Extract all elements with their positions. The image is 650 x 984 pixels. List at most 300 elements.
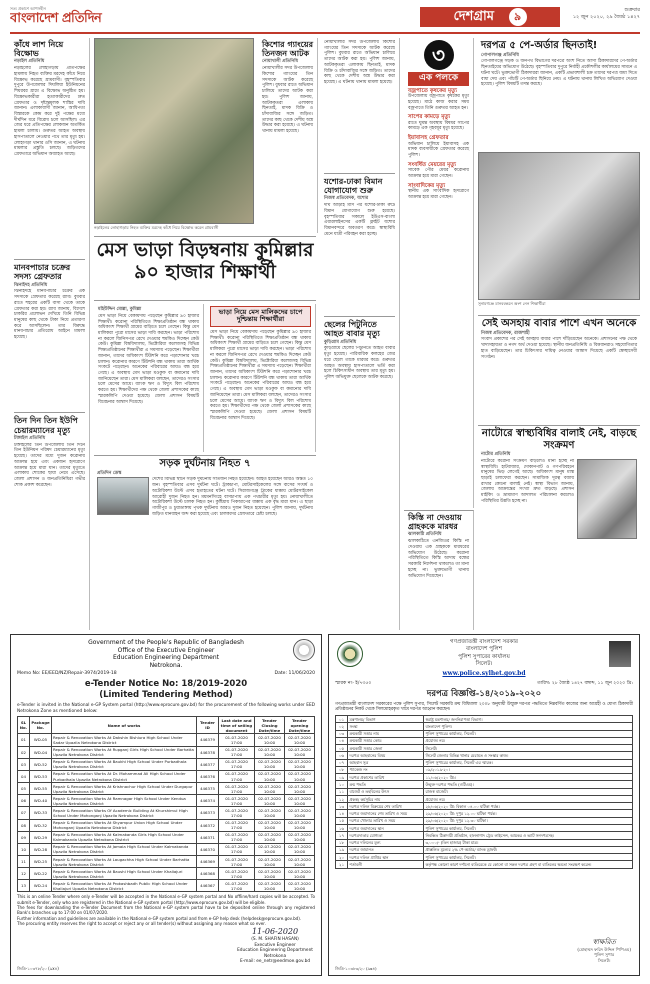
table-cell: WD-32	[30, 819, 52, 831]
table-cell: 12	[18, 868, 30, 880]
table-cell: 02-07-2020 10:00	[285, 795, 315, 807]
table-cell: মন্ত্রণালয়/ বিভাগ	[348, 716, 424, 723]
table-cell: 01-07-2020 17:00	[219, 843, 255, 855]
table-cell: WD-25	[30, 856, 52, 868]
table-cell: সিলেট জেলার বিভিন্ন থানার মেরামত ও সংস্কার কাজ।	[424, 752, 633, 759]
story-manob-byline: ঝিনাইদহ প্রতিনিধি	[14, 282, 48, 288]
table-cell: 01-07-2020 17:00	[219, 819, 255, 831]
story-mess-byline: মহিউদ্দিন মোল্লা, কুমিল্লা	[98, 307, 142, 312]
table-cell: 01-07-2020 17:00	[219, 770, 255, 782]
story-kishor-body: নোয়াখালীর সদর উপজেলায় কিশোর গ্যাংয়ের তিন সদস্যকে আটক করেছে পুলিশ। বুধবার রাতে অভিযান চালিয়ে তাদের আটক করা হয়। পুলিশ জানায়, আটককৃতরা এলাকায় ছিনতাই, মাদক বিক্রি ও চাঁদাবাজির সঙ্গে জড়িত। তাদের কাছ থেকে দেশীয় অস্ত্র উদ্ধার করা হয়েছে। এ ঘটনায় থানায় মামলা হয়েছে।	[262, 66, 313, 135]
story-dorpotro-headline[interactable]: দরপত্র ৫ পে-অর্ডার ছিনতাই!	[481, 40, 598, 51]
section-title: দেশগ্রাম	[453, 9, 494, 24]
tender-date: Date: 11/06/2020	[274, 671, 315, 676]
ek-poloke-item-title[interactable]: ইয়াবাসহ গ্রেফতার	[408, 135, 449, 142]
police-memo-row	[335, 681, 633, 687]
table-cell: Repair & Renovation Works At Ramnagar High School Under Kendua Upazila Netrokona District	[52, 795, 197, 807]
ek-poloke-item-title[interactable]: সাপের কামড়ে মৃত্যু	[408, 114, 451, 121]
table-row	[336, 817, 633, 824]
masthead	[10, 4, 640, 34]
table-cell: 02-07-2020 10:00	[255, 746, 285, 758]
table-cell: 02-07-2020 10:00	[285, 783, 315, 795]
police-gov-line: বাংলাদেশ পুলিশ	[465, 646, 503, 653]
table-cell: WD-29	[30, 831, 52, 843]
human-chain-photo[interactable]	[478, 152, 640, 300]
table-cell: দরপত্র জামানত	[348, 846, 424, 853]
story-dorpotro-byline: গোপালগঞ্জ প্রতিনিধি	[481, 52, 519, 58]
story-mess-body: মেস ভাড়া নিয়ে বেকায়দায় পড়েছেন কুমিল্লার ৯০ হাজার শিক্ষার্থী। করোনা পরিস্থিতিতে শিক্ষাপ্রতিষ্ঠান বন্ধ থাকায় অধিকাংশ শিক্ষার্থী গ্রামের বাড়িতে চলে গেছেন। কিন্তু মেস মালিকরা পুরো মাসের ভাড়া দাবি করছেন। ভাড়া পরিশোধ না করলে জিনিসপত্র রেখে দেওয়ার হুমকিও দিচ্ছেন কেউ কেউ। কুমিল্লা বিশ্ববিদ্যালয়, ভিক্টোরিয়া কলেজসহ বিভিন্ন শিক্ষাপ্রতিষ্ঠানের শিক্ষার্থীরা এ সমস্যায় পড়েছেন। শিক্ষার্থীরা জানান, তাদের অধিকাংশ টিউশনি করে পড়াশোনার খরচ চালান। করোনার কারণে টিউশনি বন্ধ থাকায় তারা আর্থিক সংকটে পড়েছেন। অনেকের পরিবারের আয়ও বন্ধ হয়ে গেছে। এ অবস্থায় মেস ভাড়া মওকুফ বা কমানোর দাবি জানিয়েছেন তারা। মেস মালিকরা বলছেন, তাদেরও সংসার চলে মেসের আয়ে। ব্যাংক ঋণ ও বিদ্যুৎ বিল পরিশোধ করতে হয়। শিক্ষার্থীদের পক্ষ থেকে জেলা প্রশাসকের কাছে স্মারকলিপি দেওয়া হয়েছে। জেলা প্রশাসন বিষয়টি বিবেচনার আশ্বাস দিয়েছে।	[98, 313, 199, 405]
story-bimaan-body: দীর্ঘ আড়াই মাস পর যশোর-ঢাকা রুটে বিমান যোগাযোগ শুরু হয়েছে। বৃহস্পতিবার সকালে ইউএস-বাংলা এয়ারলাইনসের একটি ফ্লাইট যশোর বিমানবন্দরে অবতরণ করে। স্বাস্থ্যবিধি মেনে যাত্রী পরিবহন করা হচ্ছে।	[324, 203, 395, 237]
table-cell: ০৪	[336, 737, 348, 744]
tender-ref: জিডি-১০৩৭৮/২০ (৯x৪)	[17, 965, 59, 971]
table-cell: 02-07-2020 10:00	[285, 770, 315, 782]
table-row	[336, 745, 633, 752]
police-intro: গণপ্রজাতন্ত্রী বাংলাদেশ সরকারের পক্ষে পুলিশ সুপার, সিলেট সরকারি ক্রয় বিধিমালা ২০০৮ অনুযায়ী উন্মুক্ত দরপত্র পদ্ধতিতে নিম্নবর্ণিত কাজের জন্য আগ্রহী ও যোগ্য ঠিকাদারী প্রতিষ্ঠানের নিকট থেকে সিলমোহরকৃত খামে দরপত্র আহ্বান করছেন।	[335, 701, 633, 713]
table-cell: ২৮/০৬/২০২০ খ্রি: বিকাল ০৪.০০ ঘটিকা পর্যন্ত।	[424, 803, 633, 810]
tender-signature	[237, 927, 313, 965]
table-cell: 09	[18, 831, 30, 843]
story-tindin-byline: টাঙ্গাইল প্রতিনিধি	[14, 435, 46, 441]
table-cell: শর্তাবলী	[348, 861, 424, 868]
story-tindin-headline[interactable]: তিন দিন তিন ইউপি চেয়ারম্যানের মৃত্যু	[14, 416, 78, 435]
story-manob-headline[interactable]: মানবপাচার চক্রের সদস্য গ্রেফতার	[14, 263, 71, 282]
table-cell: বাংলাদেশ পুলিশ।	[424, 723, 633, 730]
table-row	[336, 774, 633, 781]
accident-car-icon	[97, 477, 149, 515]
story-kishti-body: ঝালকাঠিতে এনজিওর কিস্তি না দেওয়ায় এক গ্রাহককে মারধরের অভিযোগ উঠেছে। করোনা পরিস্থিতিতে কিস্তি আদায় বন্ধের সরকারি নির্দেশনা থাকলেও তা মানা হচ্ছে না। ভুক্তভোগী থানায় অভিযোগ দিয়েছেন।	[408, 539, 469, 579]
osohay-block	[478, 315, 640, 423]
table-cell: Repair & Renovation Works At Rupganj Girls High School Under Barhatta Upazila Netrokona District	[52, 746, 197, 758]
ek-poloke-item-title[interactable]: সংবর্ধিত মেয়রের মৃত্যু	[408, 161, 457, 168]
police-gov-line: সিলেট।	[475, 660, 493, 667]
table-cell: বাজেট ও তহবিলের উৎস	[348, 788, 424, 795]
story-kishti-headline[interactable]: কিস্তি না দেওয়ায় গ্রাহককে মারধর	[408, 513, 462, 532]
story-kishor-byline: নোয়াখালী প্রতিনিধি	[262, 59, 299, 65]
table-cell: 02-07-2020 10:00	[285, 819, 315, 831]
table-cell: ০৩	[336, 730, 348, 737]
story-nator-body: নাটোরে করোনা সংক্রমণ বাড়লেও মানা হচ্ছে না স্বাস্থ্যবিধি। হাটবাজার, দোকানপাট ও গণপরিবহনে মানুষের ভিড় লেগেই আছে। অধিকাংশ মানুষ মাস্ক ছাড়াই চলাফেরা করছেন। সামাজিক দূরত্ব বজায় রাখার কোনো বালাই নেই। স্বাস্থ্য বিভাগ জানায়, জেলায় আক্রান্তের সংখ্যা দ্রুত বাড়ছে। প্রশাসন মাইকিং ও ভ্রাম্যমাণ আদালত পরিচালনা করলেও পরিস্থিতির উন্নতি হচ্ছে না।	[481, 458, 574, 504]
table-cell: WD-52	[30, 758, 52, 770]
story-nator-byline: নাটোর প্রতিনিধি	[481, 452, 511, 457]
right-photo-caption: সুনামগঞ্জে মানববন্ধনে অংশ নেন শিক্ষার্থীরা	[478, 301, 546, 306]
portrait-photo	[609, 641, 631, 667]
police-signature	[577, 938, 631, 963]
table-row	[18, 807, 315, 819]
table-cell: ০৫	[336, 745, 348, 752]
table-cell: ০৯	[336, 774, 348, 781]
table-cell: ক্রয়কারী সত্তার জেলা	[348, 745, 424, 752]
table-row	[336, 752, 633, 759]
table-cell: 446376	[197, 770, 219, 782]
table-row	[336, 810, 633, 817]
table-row	[336, 839, 633, 846]
story-mess-headline[interactable]: মেস ভাড়া বিড়ম্বনায় কুমিল্লার ৯০ হাজার শিক্ষার্থী	[96, 239, 314, 283]
table-cell: প্যাকেজ নং	[348, 766, 424, 773]
list-item	[408, 114, 469, 132]
dateline-date: ১২ জুন ২০২০, ২৯ জ্যৈষ্ঠ ১৪২৭	[572, 13, 640, 20]
col-header: Name of works	[52, 717, 197, 734]
table-cell: 03	[18, 758, 30, 770]
table-cell: ক্রয়কারী সত্তার নাম	[348, 730, 424, 737]
table-cell: 01-07-2020 17:00	[219, 746, 255, 758]
table-row	[336, 723, 633, 730]
table-cell: প্রযোজ্য নয়।	[424, 737, 633, 744]
table-cell: 446374	[197, 795, 219, 807]
police-gov-line: গণপ্রজাতন্ত্রী বাংলাদেশ সরকার	[450, 639, 518, 645]
table-row	[336, 795, 633, 802]
story-sorok-body: দেশের বিভিন্ন স্থানে সড়ক দুর্ঘটনায় সাতজন নিহত হয়েছেন। আহত হয়েছেন আরও অন্তত ১০ জন। বৃহস্পতিবার এসব দুর্ঘটনা ঘটে। ট্রাকচাপা, মোটরসাইকেলের সঙ্গে বাসের সংঘর্ষ ও অটোরিকশা উল্টে এসব হতাহতের ঘটনা ঘটে। সিরাজগঞ্জে ট্রাকের ধাক্কায় মোটরসাইকেল আরোহী দুজন নিহত হন। ময়মনসিংহে বাসচাপায় এক পথচারীর মৃত্যু হয়। নোয়াখালীতে অটোরিকশা উল্টে চালক নিহত হন। কুষ্টিয়ায় পিকআপের ধাক্কায় এক বৃদ্ধ মারা যান। এ ছাড়া গাজীপুর ও চুয়াডাঙ্গায় পৃথক দুর্ঘটনায় আরও দুজন নিহত হয়েছেন। পুলিশ জানায়, দুর্ঘটনায় জড়িত যানবাহন জব্দ করা হয়েছে এবং চালকদের গ্রেফতারে চেষ্টা চলছে।	[152, 477, 313, 517]
table-row	[336, 832, 633, 839]
table-cell: 446372	[197, 819, 219, 831]
tender-title: e-Tender Notice No: 18/2019-2020	[84, 678, 248, 689]
story-osohay-headline[interactable]: সেই অসহায় বাবার পাশে এখন অনেকে	[481, 318, 637, 329]
story-dorpotro-body: গোপালগঞ্জে সড়ক ও জনপথ বিভাগের দরপত্রে অংশ নিতে আসা ঠিকাদারদের পে-অর্ডার ছিনতাইয়ের অভিযোগ উঠেছে। বৃহস্পতিবার দুপুরে নির্বাহী প্রকৌশলীর কার্যালয়ের সামনে এ ঘটনা ঘটে। ভুক্তভোগী ঠিকাদাররা জানান, একটি প্রভাবশালী চক্র তাদের দরপত্র জমা দিতে বাধা দেয় এবং পাঁচটি পে-অর্ডার ছিনিয়ে নেয়। এ ঘটনায় থানায় লিখিত অভিযোগ দেওয়া হয়েছে। পুলিশ বিষয়টি তদন্ত করছে।	[481, 59, 637, 88]
table-cell: 01-07-2020 17:00	[219, 734, 255, 746]
tender-gov-line: Office of the Executive Engineer	[117, 646, 215, 654]
table-row	[18, 880, 315, 892]
table-cell: WD-33	[30, 807, 52, 819]
list-item	[408, 135, 469, 159]
table-row	[18, 783, 315, 795]
protest-photo[interactable]	[94, 38, 254, 224]
tender-intro: e-Tender is invited in the National e-GP System portal (http://www.eprocure.gov.bd) for the procurement of the following works under EED Netrokona Zone as mentioned below:	[17, 703, 315, 714]
story-mess-body-cont: মেস ভাড়া নিয়ে বেকায়দায় পড়েছেন কুমিল্লার ৯০ হাজার শিক্ষার্থী। করোনা পরিস্থিতিতে শিক্ষাপ্রতিষ্ঠান বন্ধ থাকায় অধিকাংশ শিক্ষার্থী গ্রামের বাড়িতে চলে গেছেন। কিন্তু মেস মালিকরা পুরো মাসের ভাড়া দাবি করছেন। ভাড়া পরিশোধ না করলে জিনিসপত্র রেখে দেওয়ার হুমকিও দিচ্ছেন কেউ কেউ। কুমিল্লা বিশ্ববিদ্যালয়, ভিক্টোরিয়া কলেজসহ বিভিন্ন শিক্ষাপ্রতিষ্ঠানের শিক্ষার্থীরা এ সমস্যায় পড়েছেন। শিক্ষার্থীরা জানান, তাদের অধিকাংশ টিউশনি করে পড়াশোনার খরচ চালান। করোনার কারণে টিউশনি বন্ধ থাকায় তারা আর্থিক সংকটে পড়েছেন। অনেকের পরিবারের আয়ও বন্ধ হয়ে গেছে। এ অবস্থায় মেস ভাড়া মওকুফ বা কমানোর দাবি জানিয়েছেন তারা। মেস মালিকরা বলছেন, তাদেরও সংসার চলে মেসের আয়ে। ব্যাংক ঋণ ও বিদ্যুৎ বিল পরিশোধ করতে হয়। শিক্ষার্থীদের পক্ষ থেকে জেলা প্রশাসকের কাছে স্মারকলিপি দেওয়া হয়েছে। জেলা প্রশাসন বিষয়টি বিবেচনার আশ্বাস দিয়েছে।	[210, 329, 311, 421]
table-cell: WD-24	[30, 880, 52, 892]
table-cell: 04	[18, 770, 30, 782]
tender-table	[17, 716, 315, 892]
table-cell: 02-07-2020 10:00	[285, 880, 315, 892]
table-cell: ১৫	[336, 817, 348, 824]
table-cell: ১১	[336, 788, 348, 795]
ek-poloke-item-title[interactable]: বজ্রপাতে কৃষকের মৃত্যু	[408, 87, 457, 94]
police-signer-title: পুলিশ সুপার	[594, 952, 615, 958]
tender-signer-place: Netrokona	[263, 953, 287, 959]
table-cell: 06	[18, 795, 30, 807]
table-cell: প্রাক্কলিত মূল্যের ২% পে-অর্ডার/ ব্যাংক ড্রাফট।	[424, 846, 633, 853]
table-cell: 02-07-2020 10:00	[255, 783, 285, 795]
table-cell: দরপত্র জমাদানের শেষ তারিখ ও সময়	[348, 810, 424, 817]
table-cell: 01-07-2020 17:00	[219, 783, 255, 795]
table-cell: 02-07-2020 10:00	[255, 770, 285, 782]
table-cell: WD-40	[30, 795, 52, 807]
table-cell: WD-22	[30, 868, 52, 880]
tender-notes	[17, 894, 315, 926]
tender-subtitle: (Limited Tendering Method)	[99, 690, 233, 701]
table-cell: ১৮	[336, 839, 348, 846]
table-cell: দরপত্র দলিল প্রাপ্তির স্থান	[348, 854, 424, 861]
table-cell: 01-07-2020 17:00	[219, 856, 255, 868]
table-cell: প্রকল্প/ কর্মসূচির নাম	[348, 795, 424, 802]
market-crowd-photo[interactable]	[577, 459, 637, 539]
table-cell: 02-07-2020 10:00	[255, 880, 285, 892]
story-nator-headline[interactable]: নাটোরে স্বাস্থ্যবিধির বালাই নেই, বাড়ছে সংক্রমণ	[481, 428, 637, 451]
table-cell: 446373	[197, 807, 219, 819]
table-cell: ১৪	[336, 810, 348, 817]
newspaper-logo[interactable]	[10, 6, 108, 30]
nator-block	[478, 425, 640, 630]
mess-inset-box	[210, 306, 311, 327]
table-row	[336, 730, 633, 737]
table-cell: WD-53	[30, 770, 52, 782]
table-row	[18, 868, 315, 880]
story-manob-body: ঝিনাইদহে মানবপাচার চক্রের এক সদস্যকে গ্রেফতার করেছে র‌্যাব। বুধবার রাতে শহরের একটি বাসা থেকে তাকে গ্রেফতার করা হয়। র‌্যাব জানায়, বিদেশে চাকরির প্রলোভন দেখিয়ে তিনি বিভিন্ন মানুষের কাছ থেকে টাকা নিয়ে প্রতারণা করে আসছিলেন। তার বিরুদ্ধে মানবপাচার প্রতিরোধ আইনে মামলা হয়েছে।	[14, 289, 85, 341]
dorpotro-block	[478, 38, 640, 150]
ek-poloke-item-body: সাবেক পৌর মেয়র করোনায় আক্রান্ত হয়ে মারা গেছেন।	[408, 168, 469, 179]
story-kadhe-byline: নড়াইল প্রতিনিধি	[14, 59, 45, 65]
table-cell: ১৯	[336, 846, 348, 853]
table-cell: Repair & Renovation Works At Krishnachur High School Under Durgapur Upazila Netrokona District	[52, 783, 197, 795]
ek-poloke-icon: ৩	[424, 40, 454, 70]
tender-signer-office: Education Engineering Department	[237, 948, 313, 954]
table-row	[336, 803, 633, 810]
tender-gov-line: Government of the People's Republic of Bangladesh	[88, 639, 244, 646]
story-chele-body: কুড়িগ্রামে ছেলের পিটুনিতে আহত বাবার মৃত্যু হয়েছে। পারিবারিক কলহের জের ধরে ছেলে তাকে মারধর করে। গুরুতর আহত অবস্থায় হাসপাতালে ভর্তি করা হলে চিকিৎসাধীন অবস্থায় তার মৃত্যু হয়। পুলিশ অভিযুক্ত ছেলেকে আটক করেছে।	[324, 346, 395, 381]
table-cell: 02-07-2020 10:00	[255, 795, 285, 807]
table-cell: 13	[18, 880, 30, 892]
col-header: Tender ID	[197, 717, 219, 734]
table-cell: ২৯/০৬/২০২০ খ্রি: দুপুর ১২.০০ ঘটিকা পর্যন্ত।	[424, 810, 633, 817]
table-cell: দরপত্রদাতার যোগ্যতা	[348, 832, 424, 839]
lead-photo-caption: নড়াইলের লোহাগড়ায় নিহত ব্যক্তির মরদেহ কাঁধে নিয়ে বিক্ষোভ করেন গ্রামবাসী	[94, 225, 219, 230]
tender-signer: (S. M. SHAFIN HASAN)	[251, 937, 299, 943]
ek-poloke-item-body: অভিযান চালিয়ে ইয়াবাসহ এক মাদক ব্যবসায়ীকে গ্রেফতার করেছে পুলিশ।	[408, 141, 469, 158]
table-cell: 02-07-2020 10:00	[255, 831, 285, 843]
table-cell: 01-07-2020 17:00	[219, 868, 255, 880]
bangladesh-emblem-icon	[293, 639, 315, 661]
table-cell: পুলিশ সুপারের কার্যালয়, সিলেট।	[424, 854, 633, 861]
table-cell: নিবন্ধিত ঠিকাদারী প্রতিষ্ঠান, হালনাগাদ ট্রেড লাইসেন্স, আয়কর ও ভ্যাট সনদপত্রসহ।	[424, 832, 633, 839]
table-cell: পুলিশ সুপারের কার্যালয়, সিলেট এর স্মারক।	[424, 759, 633, 766]
list-item	[408, 162, 469, 180]
tender-note: The procuring entity reserves the right to accept or reject any or all tender(s) without assigning any reason what so ever.	[17, 921, 266, 927]
table-cell: Repair & Renovation Works At Jamaia High School Under Kalmakanda Upazila Netrokona District	[52, 843, 197, 855]
table-cell: ১১/০৬/২০২০ খ্রি:।	[424, 774, 633, 781]
ek-poloke-item-body: রাতে ঘুমন্ত অবস্থায় বিষধর সাপের কামড়ে এক গৃহবধূর মৃত্যু হয়েছে।	[408, 120, 469, 132]
col-header: Tender Closing Date/time	[255, 717, 285, 734]
tender-table-header	[18, 717, 315, 734]
table-row	[336, 825, 633, 832]
table-cell: পুলিশ সুপারের কার্যালয়, সিলেট।	[424, 825, 633, 832]
tender-gov-header	[17, 639, 315, 669]
table-row	[18, 734, 315, 746]
dateline-day: শুক্রবার	[624, 7, 640, 13]
ek-poloke-label: এক পলকে	[408, 72, 469, 86]
ek-poloke-item-body: স্থানীয় এক সাংবাদিক হৃদরোগে আক্রান্ত হয়ে মারা গেছেন।	[408, 188, 469, 200]
table-row	[336, 716, 633, 723]
table-cell: 02-07-2020 10:00	[255, 856, 285, 868]
table-row	[336, 788, 633, 795]
table-cell: স্বরাষ্ট্র মন্ত্রণালয়/ জননিরাপত্তা বিভাগ।	[424, 716, 633, 723]
logo-brand: বাংলাদেশ প্রতিদিন	[10, 11, 102, 27]
table-cell: 08	[18, 819, 30, 831]
table-cell: 01-07-2020 17:00	[219, 880, 255, 892]
table-cell: 02-07-2020 10:00	[285, 856, 315, 868]
story-bimaan-headline[interactable]: যশোর-ঢাকা বিমান যোগাযোগ শুরু	[324, 177, 383, 196]
table-cell: ০২	[336, 723, 348, 730]
table-cell: 02-07-2020 10:00	[255, 734, 285, 746]
table-row	[336, 781, 633, 788]
table-cell: 01-07-2020 17:00	[219, 758, 255, 770]
tender-memo-row	[17, 671, 315, 677]
table-cell: ০৯/২০১৯-২০।	[424, 766, 633, 773]
divider	[324, 316, 395, 317]
col-header: Tender opening Date/time	[285, 717, 315, 734]
list-item	[408, 183, 469, 201]
ek-poloke-item-title[interactable]: সাংবাদিকের মৃত্যু	[408, 182, 446, 189]
ek-poloke-column	[404, 38, 474, 508]
story-sorok-headline[interactable]: সড়ক দুর্ঘটনায় নিহত ৭	[159, 458, 251, 469]
table-cell: Repair & Renovation Works At Prokashbadh Public High School Under Khaliajuri Upazila Netrokona District	[52, 880, 197, 892]
table-row	[18, 770, 315, 782]
table-cell: ১৭	[336, 832, 348, 839]
table-cell: 446379	[197, 734, 219, 746]
table-cell: ২৯/০৬/২০২০ খ্রি: দুপুর ১২.৩০ ঘটিকা।	[424, 817, 633, 824]
table-row	[336, 759, 633, 766]
table-cell: 446375	[197, 783, 219, 795]
table-cell: 02-07-2020 10:00	[285, 807, 315, 819]
table-cell: 02-07-2020 10:00	[285, 734, 315, 746]
table-row	[18, 856, 315, 868]
section-banner	[420, 7, 560, 27]
police-signer-place: সিলেট।	[597, 957, 611, 963]
table-cell: 02-07-2020 10:00	[285, 868, 315, 880]
table-row	[18, 831, 315, 843]
sorok-block	[94, 455, 316, 630]
ek-poloke-list	[408, 88, 469, 201]
table-cell: 10	[18, 843, 30, 855]
table-cell: ক্রয়কারী সত্তার কোড	[348, 737, 424, 744]
tender-gov-line: Education Engineering Department	[113, 654, 219, 661]
table-cell: ১৬	[336, 825, 348, 832]
story-kadhe-headline[interactable]: কাঁধে লাশ নিয়ে বিক্ষোভ	[14, 40, 64, 59]
right-photo-block	[478, 152, 640, 312]
police-table	[335, 715, 633, 869]
ek-poloke-badge-wrap	[408, 40, 469, 70]
police-date: তারিখ: ২৮ জ্যৈষ্ঠ ১৪২৭ বঙ্গাব্দ, ১১ জুন ২০২০ খ্রি:	[537, 680, 633, 686]
table-cell: Repair & Renovation Works At Laugachha High School Under Barhatta Upazila Netrokona District	[52, 856, 197, 868]
table-cell: WD-05	[30, 734, 52, 746]
divider	[14, 259, 85, 260]
ek-poloke-item-body: উপজেলায় বজ্রপাতে কৃষকের মৃত্যু হয়েছে। মাঠে কাজ করার সময় বজ্রপাতে তিনি গুরুতর আহত হন।	[408, 94, 469, 111]
logo-tagline: সত্য প্রকাশে আপসহীন	[10, 6, 46, 11]
table-cell: 02-07-2020 10:00	[255, 868, 285, 880]
col-header: Last date and time of selling document	[219, 717, 255, 734]
table-cell: ১০	[336, 781, 348, 788]
story-osohay-body: সংবাদ প্রকাশের পর সেই অসহায় বাবার পাশে দাঁড়িয়েছেন অনেকে। প্রশাসনের পক্ষ থেকে খাদ্যসহায়তা ও নগদ অর্থ দেওয়া হয়েছে। স্থানীয় জনপ্রতিনিধি ও বিত্তবানরাও সহযোগিতার হাত বাড়িয়েছেন। তার চিকিৎসার দায়িত্ব নেওয়ার আশ্বাস দিয়েছে একটি স্বেচ্ছাসেবী সংগঠন।	[481, 337, 637, 360]
tender-notice	[10, 634, 322, 976]
police-gov-line: পুলিশ সুপারের কার্যালয়	[458, 653, 510, 660]
police-notice	[328, 634, 640, 976]
mess-body-col1	[94, 304, 204, 452]
table-cell: ০৭	[336, 759, 348, 766]
table-cell: 11	[18, 856, 30, 868]
police-website-link[interactable]: www.police.sylhet.gov.bd	[442, 670, 526, 678]
col-header: Package No.	[30, 717, 52, 734]
table-cell: প্রযোজ্য নয়।	[424, 795, 633, 802]
table-cell: 01-07-2020 17:00	[219, 831, 255, 843]
table-row	[336, 766, 633, 773]
table-row	[18, 795, 315, 807]
story-kishor-headline[interactable]: কিশোর গ্যাংয়ের তিনজন আটক	[262, 40, 313, 59]
tender-note: Further information and guidelines are available in the National e-GP system portal and from e-GP help desk (helpdesk@eprocure.gov.bd).	[17, 915, 302, 921]
table-cell: সিলেট।	[424, 745, 633, 752]
column-middle-right	[320, 38, 400, 630]
table-cell: Repair & Renovation Works At Dr. Mohammad Ali High School Under Purbadhala Upazila Netrokona District	[52, 770, 197, 782]
table-cell: 07	[18, 807, 30, 819]
lead-photo-block	[94, 38, 254, 233]
table-cell: দরপত্র দলিল বিক্রয়ের শেষ তারিখ	[348, 803, 424, 810]
table-cell: WD-55	[30, 783, 52, 795]
table-cell: পুলিশ সুপারের কার্যালয়, সিলেট।	[424, 730, 633, 737]
story-chele-headline[interactable]: ছেলের পিটুনিতে আহত বাবার মৃত্যু	[324, 320, 380, 339]
table-cell: আহবান সূত্র	[348, 759, 424, 766]
mess-headline-block	[94, 236, 316, 301]
table-cell: ০৬	[336, 752, 348, 759]
story-mess-inset: ভাড়া নিয়ে মেস মালিকদের চাপে দুশ্চিন্তায় শিক্ষার্থীরা	[218, 308, 303, 324]
table-cell: ০৮	[336, 766, 348, 773]
table-cell: ১২	[336, 795, 348, 802]
story-chele-byline: কুড়িগ্রাম প্রতিনিধি	[324, 339, 357, 345]
table-cell: দরপত্র জমাদানের স্থান	[348, 825, 424, 832]
column-left	[10, 38, 90, 630]
table-cell: 446370	[197, 843, 219, 855]
divider	[324, 173, 395, 174]
kishor-block	[258, 38, 318, 233]
table-cell: 446368	[197, 868, 219, 880]
table-cell: 02-07-2020 10:00	[255, 807, 285, 819]
police-title: দরপত্র বিজ্ঞপ্তি-১৪/২০১৯-২০২০	[426, 688, 542, 699]
story-bimaan-byline: নিজস্ব প্রতিবেদক, যশোর	[324, 196, 369, 202]
table-cell: Repair & Renovation Works At Baukhi High School Under Purbadhala Upazila Netrokona District	[52, 758, 197, 770]
kishti-block	[404, 510, 474, 630]
table-cell: Repair & Renovation Works At Shyampur Union High School Under Mohonganj Upazila Netrokona District	[52, 819, 197, 831]
table-cell: 05	[18, 783, 30, 795]
table-cell: উন্মুক্ত দরপত্র পদ্ধতি (ওটিএম)।	[424, 781, 633, 788]
table-row	[336, 861, 633, 868]
table-cell: দরপত্র খোলার তারিখ ও সময়	[348, 817, 424, 824]
table-cell: 02-07-2020 10:00	[285, 746, 315, 758]
tender-memo: Memo No: EE/EED/NZ/Repair-3974/2019-18	[17, 671, 117, 676]
table-cell: ২১	[336, 861, 348, 868]
divider	[14, 412, 85, 413]
table-cell: দরপত্র দলিলের মূল্য	[348, 839, 424, 846]
table-cell: ১৩	[336, 803, 348, 810]
tender-note: This is an online Tender where only e-Tender will be accepted in the National e-GP system portal and No offline/hard copies will be accepted. To submit e-Tender, only who are registered in the National e-GP system portal (http://www.eprocure.gov.bd) will be eligible.	[17, 894, 315, 905]
table-cell: দরপত্র আহবানের বিষয়	[348, 752, 424, 759]
table-cell: 446367	[197, 880, 219, 892]
table-cell: 02-07-2020 10:00	[255, 843, 285, 855]
police-logo-icon	[337, 641, 363, 667]
police-memo: স্মারক নং- ই/৭৩৫০	[335, 680, 372, 686]
table-cell: 02	[18, 746, 30, 758]
tender-gov-line: Netrokona.	[149, 661, 183, 669]
table-cell: 02-07-2020 10:00	[255, 819, 285, 831]
table-cell: WD-28	[30, 843, 52, 855]
table-cell: 01-07-2020 17:00	[219, 795, 255, 807]
story-kishti-byline: ঝালকাঠি প্রতিনিধি	[408, 532, 442, 538]
story-osohay-byline: নিজস্ব প্রতিবেদক, রাজশাহী	[481, 330, 530, 336]
tender-note: The fees for downloading the e-Tender Document from the National e-GP system portal have to be deposited online through any registered Bank's branches up to 17:00 on 01/07/2020.	[17, 905, 315, 916]
list-item	[408, 88, 469, 112]
table-cell: 446371	[197, 831, 219, 843]
table-row	[18, 758, 315, 770]
table-cell: 446378	[197, 746, 219, 758]
table-row	[18, 843, 315, 855]
table-cell: রাজস্ব বাজেট।	[424, 788, 633, 795]
table-cell: Repair & Renovation Works At Baushi High School Under Khaliajuri Upazila Netrokona District	[52, 868, 197, 880]
table-cell: Repair & Renovation Works At Dakshin Bishiura High School Under Sadar Upazila Netrokona District	[52, 734, 197, 746]
story-tindin-body: টাঙ্গাইলের তিন উপজেলায় তিন দিনে তিন ইউনিয়ন পরিষদ চেয়ারম্যানের মৃত্যু হয়েছে। তাদের মধ্যে দুজন করোনায় আক্রান্ত হয়ে এবং একজন হৃদরোগে আক্রান্ত হয়ে মারা যান। তাদের মৃত্যুতে এলাকায় শোকের ছায়া নেমে এসেছে। জেলা প্রশাসন ও জনপ্রতিনিধিরা গভীর শোক প্রকাশ করেছেন।	[14, 442, 85, 488]
